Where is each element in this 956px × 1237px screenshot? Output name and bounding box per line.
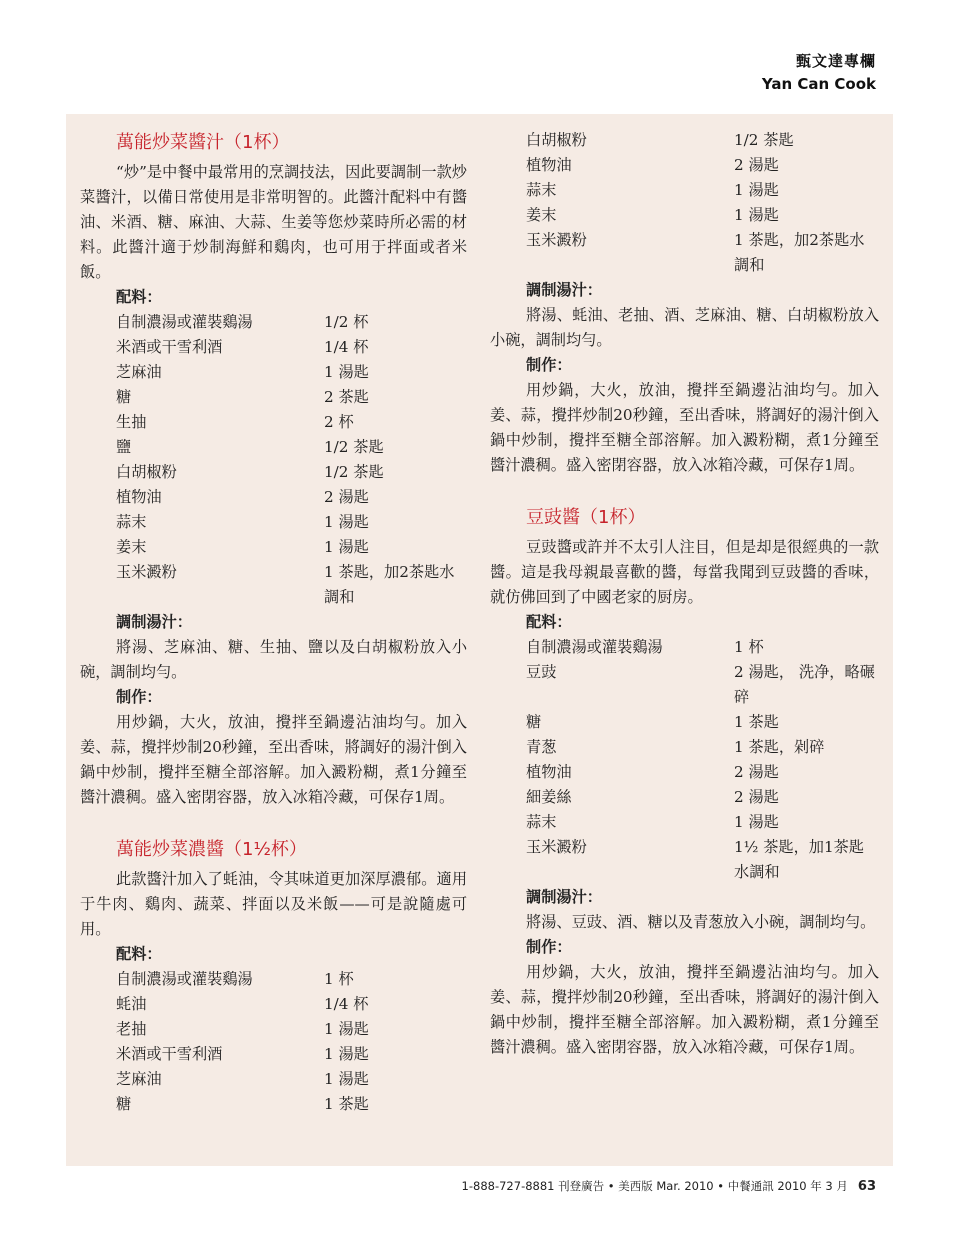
method-label: 制作： <box>526 356 572 374</box>
ingredient-row <box>490 128 879 153</box>
ingredient-row <box>80 1092 467 1117</box>
ingredient-list <box>490 128 879 278</box>
ingredient-list <box>490 635 879 885</box>
ingredient-row <box>490 835 879 885</box>
ingredient-amount: 1½ 茶匙，加1茶匙水調和 <box>734 838 864 881</box>
ingredient-amount: 2 茶匙 <box>324 388 369 406</box>
column-subtitle: Yan Can Cook <box>761 75 876 93</box>
ingredients-label: 配料： <box>116 945 162 963</box>
ingredient-row <box>490 735 879 760</box>
ingredient-name: 糖 <box>526 713 542 731</box>
ingredient-row <box>80 385 467 410</box>
ingredient-amount: 1 杯 <box>734 638 764 656</box>
ingredient-name: 姜末 <box>526 206 557 224</box>
ingredient-amount: 2 湯匙 <box>734 788 779 806</box>
ingredient-name: 芝麻油 <box>116 1070 162 1088</box>
ingredient-row <box>490 810 879 835</box>
ingredient-row <box>490 760 879 785</box>
footer-text: 1-888-727-8881 刊登廣告 • 美西版 Mar. 2010 • 中餐通訊 2010 年 3 月 <box>461 1179 848 1193</box>
recipe-title: 萬能炒菜濃醬（1½杯） <box>116 839 307 860</box>
ingredient-row <box>490 228 879 278</box>
ingredient-name: 自制濃湯或灌裝鷄湯 <box>116 970 253 988</box>
ingredient-name: 自制濃湯或灌裝鷄湯 <box>526 638 663 656</box>
ingredient-amount: 2 湯匙 <box>734 763 779 781</box>
ingredient-row <box>80 510 467 535</box>
ingredient-row <box>80 560 467 610</box>
ingredient-name: 生抽 <box>116 413 147 431</box>
ingredient-amount: 1 湯匙 <box>734 206 779 224</box>
sauce-text: 將湯、蚝油、老抽、酒、芝麻油、糖、白胡椒粉放入小碗，調制均勻。 <box>490 306 879 349</box>
ingredient-name: 芝麻油 <box>116 363 162 381</box>
method-text: 用炒鍋，大火，放油，攪拌至鍋邊沾油均勻。加入姜、蒜，攪拌炒制20秒鐘，至出香味，將調好的湯汁倒入鍋中炒制，攪拌至糖全部溶解。加入澱粉糊，煮1分鐘至醬汁濃稠。盛入密閉容器，放入冰箱冷藏，可保存1周。 <box>80 713 467 806</box>
ingredient-row <box>80 1042 467 1067</box>
ingredient-amount: 1 茶匙，加2茶匙水調和 <box>734 231 865 274</box>
ingredient-amount: 1 湯匙 <box>734 181 779 199</box>
ingredient-row <box>490 635 879 660</box>
ingredient-row <box>80 335 467 360</box>
method-label: 制作： <box>526 938 572 956</box>
ingredient-amount: 1 湯匙 <box>324 513 369 531</box>
ingredients-label: 配料： <box>116 288 162 306</box>
ingredient-amount: 1/2 杯 <box>324 313 369 331</box>
ingredient-amount: 2 湯匙 <box>734 156 779 174</box>
ingredient-amount: 1/2 茶匙 <box>734 131 794 149</box>
recipe-title: 豆豉醬（1杯） <box>526 507 646 528</box>
sauce-text: 將湯、芝麻油、糖、生抽、鹽以及白胡椒粉放入小碗，調制均勻。 <box>80 638 467 681</box>
ingredient-row <box>490 153 879 178</box>
ingredient-name: 玉米澱粉 <box>526 838 587 856</box>
ingredient-amount: 1/4 杯 <box>324 995 369 1013</box>
ingredient-row <box>80 992 467 1017</box>
ingredient-name: 植物油 <box>116 488 162 506</box>
recipe-intro: “炒”是中餐中最常用的烹調技法，因此要調制一款炒菜醬汁，以備日常使用是非常明智的。此醬汁配料中有醬油、米酒、糖、麻油、大蒜、生姜等您炒菜時所必需的材料。此醬汁適于炒制海鮮和鷄肉，也可用于拌面或者米飯。 <box>80 163 467 281</box>
ingredient-name: 蒜末 <box>526 181 557 199</box>
ingredient-name: 糖 <box>116 1095 132 1113</box>
ingredient-amount: 1/2 茶匙 <box>324 463 384 481</box>
ingredient-name: 糖 <box>116 388 132 406</box>
recipe-intro: 此款醬汁加入了蚝油，令其味道更加深厚濃郁。適用于牛肉、鷄肉、蔬菜、拌面以及米飯——可是說隨處可用。 <box>80 870 467 938</box>
column-header <box>762 50 876 93</box>
ingredient-amount: 1/4 杯 <box>324 338 369 356</box>
ingredient-name: 米酒或干雪利酒 <box>116 338 223 356</box>
ingredient-list <box>80 310 467 610</box>
ingredient-name: 自制濃湯或灌裝鷄湯 <box>116 313 253 331</box>
ingredient-name: 白胡椒粉 <box>116 463 177 481</box>
ingredient-amount: 1 湯匙 <box>324 363 369 381</box>
ingredient-amount: 1 杯 <box>324 970 354 988</box>
ingredient-row <box>80 360 467 385</box>
recipe-intro: 豆豉醬或許并不太引人注目，但是却是很經典的一款醬。這是我母親最喜歡的醬，每當我聞到豆豉醬的香味，就仿佛回到了中國老家的厨房。 <box>490 538 879 606</box>
ingredient-name: 蚝油 <box>116 995 147 1013</box>
sauce-label: 調制湯汁： <box>116 613 192 631</box>
right-column <box>490 114 879 1060</box>
recipe-title: 萬能炒菜醬汁（1杯） <box>116 132 290 153</box>
ingredient-row <box>80 410 467 435</box>
ingredient-amount: 1 茶匙，剁碎 <box>734 738 825 756</box>
ingredient-name: 豆豉 <box>526 663 557 681</box>
ingredient-name: 老抽 <box>116 1020 147 1038</box>
ingredient-amount: 2 杯 <box>324 413 354 431</box>
page-footer <box>462 1178 876 1194</box>
ingredient-amount: 1/2 茶匙 <box>324 438 384 456</box>
ingredient-name: 細姜絲 <box>526 788 572 806</box>
ingredient-name: 青葱 <box>526 738 557 756</box>
ingredient-amount: 1 湯匙 <box>324 538 369 556</box>
ingredient-row <box>80 460 467 485</box>
ingredients-label: 配料： <box>526 613 572 631</box>
ingredient-row <box>490 660 879 710</box>
ingredient-name: 白胡椒粉 <box>526 131 587 149</box>
ingredient-row <box>80 310 467 335</box>
ingredient-name: 米酒或干雪利酒 <box>116 1045 223 1063</box>
ingredient-name: 植物油 <box>526 156 572 174</box>
ingredient-amount: 1 湯匙 <box>324 1020 369 1038</box>
ingredient-name: 玉米澱粉 <box>526 231 587 249</box>
sauce-text: 將湯、豆豉、酒、糖以及青葱放入小碗，調制均勻。 <box>526 913 876 931</box>
ingredient-row <box>80 1017 467 1042</box>
ingredient-name: 姜末 <box>116 538 147 556</box>
ingredient-name: 蒜末 <box>526 813 557 831</box>
ingredient-row <box>490 785 879 810</box>
ingredient-row <box>80 435 467 460</box>
method-text: 用炒鍋，大火，放油，攪拌至鍋邊沾油均勻。加入姜、蒜，攪拌炒制20秒鐘，至出香味，將調好的湯汁倒入鍋中炒制，攪拌至糖全部溶解。加入澱粉糊，煮1分鐘至醬汁濃稠。盛入密閉容器，放入冰箱冷藏，可保存1周。 <box>490 963 879 1056</box>
ingredient-amount: 1 茶匙 <box>324 1095 369 1113</box>
ingredient-name: 鹽 <box>116 438 132 456</box>
ingredient-list <box>80 967 467 1117</box>
ingredient-name: 植物油 <box>526 763 572 781</box>
method-text: 用炒鍋，大火，放油，攪拌至鍋邊沾油均勻。加入姜、蒜，攪拌炒制20秒鐘，至出香味，將調好的湯汁倒入鍋中炒制，攪拌至糖全部溶解。加入澱粉糊，煮1分鐘至醬汁濃稠。盛入密閉容器，放入冰箱冷藏，可保存1周。 <box>490 381 879 474</box>
column-name: 甄文達專欄 <box>795 52 876 70</box>
ingredient-amount: 2 湯匙， 洗净，略碾碎 <box>734 663 875 706</box>
left-column <box>80 114 467 1117</box>
sauce-label: 調制湯汁： <box>526 281 602 299</box>
ingredient-amount: 1 湯匙 <box>324 1045 369 1063</box>
ingredient-row <box>490 710 879 735</box>
sauce-label: 調制湯汁： <box>526 888 602 906</box>
ingredient-row <box>80 1067 467 1092</box>
method-label: 制作： <box>116 688 162 706</box>
ingredient-amount: 1 湯匙 <box>324 1070 369 1088</box>
ingredient-amount: 1 茶匙 <box>734 713 779 731</box>
ingredient-name: 玉米澱粉 <box>116 563 177 581</box>
ingredient-row <box>80 535 467 560</box>
ingredient-row <box>80 967 467 992</box>
ingredient-name: 蒜末 <box>116 513 147 531</box>
ingredient-row <box>80 485 467 510</box>
ingredient-row <box>490 178 879 203</box>
ingredient-amount: 1 湯匙 <box>734 813 779 831</box>
ingredient-row <box>490 203 879 228</box>
recipe-panel <box>66 114 893 1166</box>
ingredient-amount: 1 茶匙，加2茶匙水調和 <box>324 563 455 606</box>
ingredient-amount: 2 湯匙 <box>324 488 369 506</box>
page-number: 63 <box>857 1179 876 1194</box>
